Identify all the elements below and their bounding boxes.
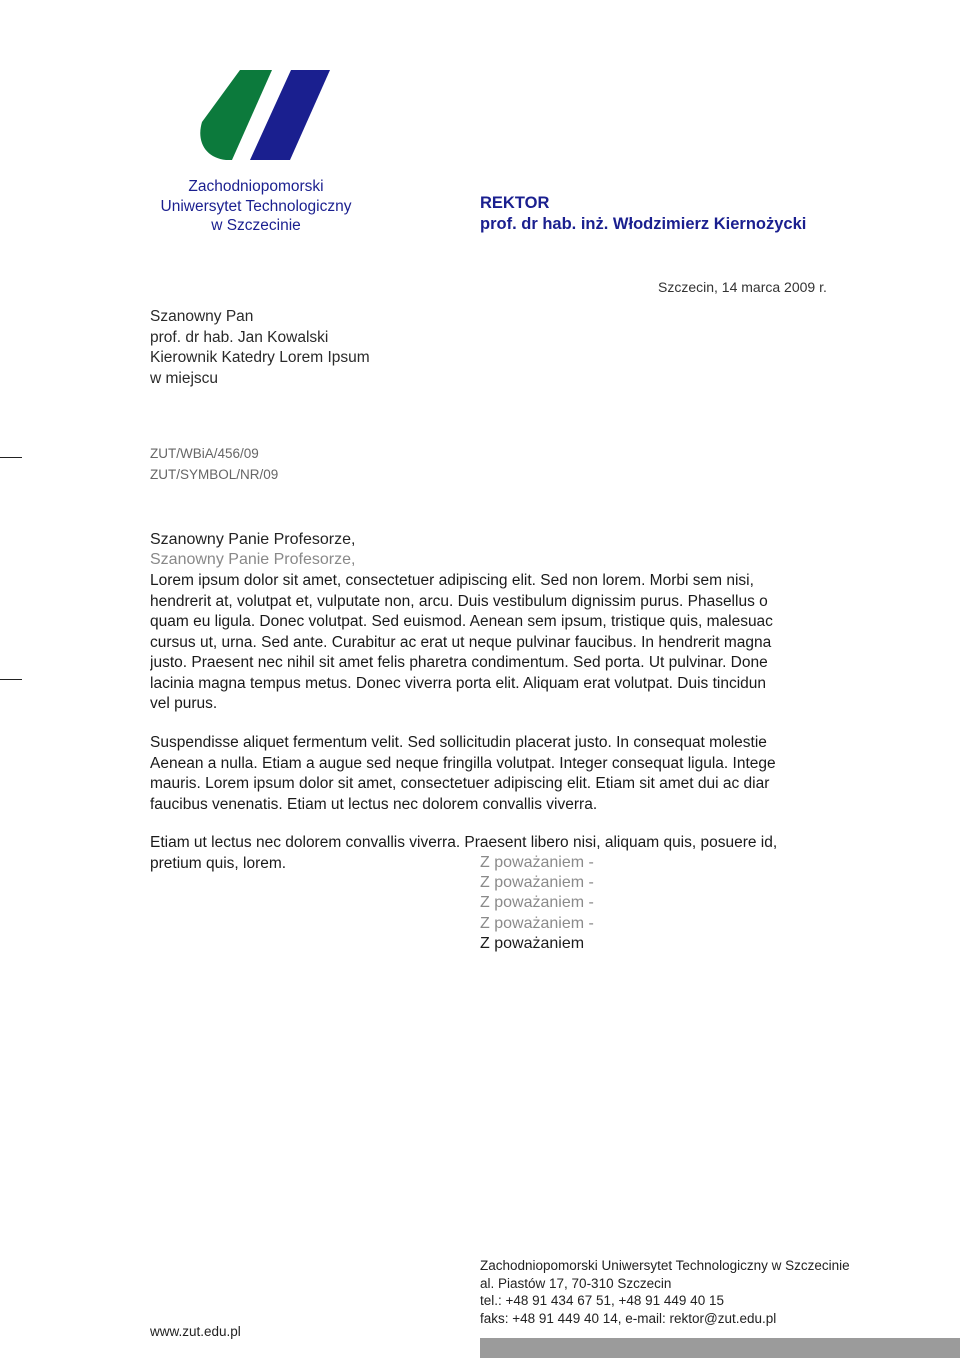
reference-number: ZUT/SYMBOL/NR/09	[150, 467, 279, 482]
body-line: Etiam ut lectus nec dolorem convallis viverra. Praesent libero nisi, aliquam quis, posuere id,	[150, 834, 778, 851]
university-name-line-3: w Szczecinie	[211, 217, 301, 234]
university-name	[140, 177, 372, 236]
closing-line-final: Z poważaniem	[480, 934, 585, 952]
closing-line-faded: Z poważaniem -	[480, 914, 594, 932]
body-line: faucibus venenatis. Etiam ut lectus nec dolorem convallis viverra.	[150, 795, 598, 813]
body-line: vel purus.	[150, 695, 218, 712]
salutation-secondary: Szanowny Panie Profesorze,	[150, 551, 356, 568]
footer-address-line: tel.: +48 91 434 67 51, +48 91 449 40 15	[480, 1293, 724, 1308]
footer-bar	[480, 1338, 960, 1358]
university-name-line-2: Uniwersytet Technologiczny	[160, 197, 352, 215]
addressee-line: Szanowny Pan	[150, 308, 254, 325]
addressee-block	[150, 307, 370, 389]
footer-address-line: al. Piastów 17, 70-310 Szczecin	[480, 1275, 672, 1291]
footer-address	[480, 1257, 850, 1327]
body-paragraph-2	[150, 733, 830, 815]
closing-block	[480, 853, 594, 954]
body-line: Lorem ipsum dolor sit amet, consectetuer adipiscing elit. Sed non lorem. Morbi sem nisi,	[150, 572, 754, 589]
sender-role: REKTOR	[480, 194, 550, 212]
fold-mark	[0, 679, 22, 680]
salutation-primary: Szanowny Panie Profesorze,	[150, 531, 356, 548]
body-line: justo. Praesent nec nihil sit amet felis pharetra condimentum. Sed porta. Ut pulvinar. Done	[150, 654, 768, 671]
footer-address-line: Zachodniopomorski Uniwersytet Technologiczny w Szczecinie	[480, 1258, 850, 1273]
fold-mark	[0, 457, 22, 458]
body-line: pretium quis, lorem.	[150, 854, 287, 872]
closing-line-faded: Z poważaniem -	[480, 854, 594, 871]
body-line: lacinia magna tempus metus. Donec viverra porta elit. Aliquam erat volutpat. Duis tincidun	[150, 674, 766, 692]
closing-line-faded: Z poważaniem -	[480, 874, 594, 892]
closing-line-faded: Z poważaniem -	[480, 894, 594, 912]
salutation	[150, 530, 355, 570]
body-line: Aenean a nulla. Etiam a augue sed neque fringilla volutpat. Integer consequat ligula. Intege	[150, 754, 776, 772]
body-line: quam eu ligula. Donec volutpat. Sed euismod. Aenean sem ipsum, tristique quis, malesuac	[150, 613, 773, 630]
body-line: hendrerit at, volutpat et, vulputate non, arcu. Duis vestibulum dignissim purus. Phasellus o	[150, 592, 768, 610]
zut-logo-icon	[196, 68, 336, 162]
body-line: mauris. Lorem ipsum dolor sit amet, consectetuer adipiscing elit. Etiam sit amet dui ac diar	[150, 775, 770, 792]
addressee-line: w miejscu	[150, 369, 219, 387]
letter-date: Szczecin, 14 marca 2009 r.	[658, 279, 827, 295]
reference-number: ZUT/WBiA/456/09	[150, 446, 259, 461]
footer-website-link[interactable]: www.zut.edu.pl	[150, 1324, 241, 1339]
body-paragraph-1	[150, 571, 830, 715]
addressee-line: Kierownik Katedry Lorem Ipsum	[150, 349, 370, 366]
body-line: Suspendisse aliquet fermentum velit. Sed sollicitudin placerat justo. In consequat molestie	[150, 734, 767, 751]
addressee-line: prof. dr hab. Jan Kowalski	[150, 328, 329, 346]
body-line: cursus ut, urna. Sed ante. Curabitur ac erat ut neque pulvinar faucibus. In hendrerit magna	[150, 633, 772, 651]
reference-numbers	[150, 443, 278, 485]
footer-address-line: faks: +48 91 449 40 14, e-mail: rektor@zut.edu.pl	[480, 1310, 777, 1326]
university-name-line-1: Zachodniopomorski	[188, 178, 324, 195]
sender-name: prof. dr hab. inż. Włodzimierz Kiernożycki	[480, 215, 807, 233]
